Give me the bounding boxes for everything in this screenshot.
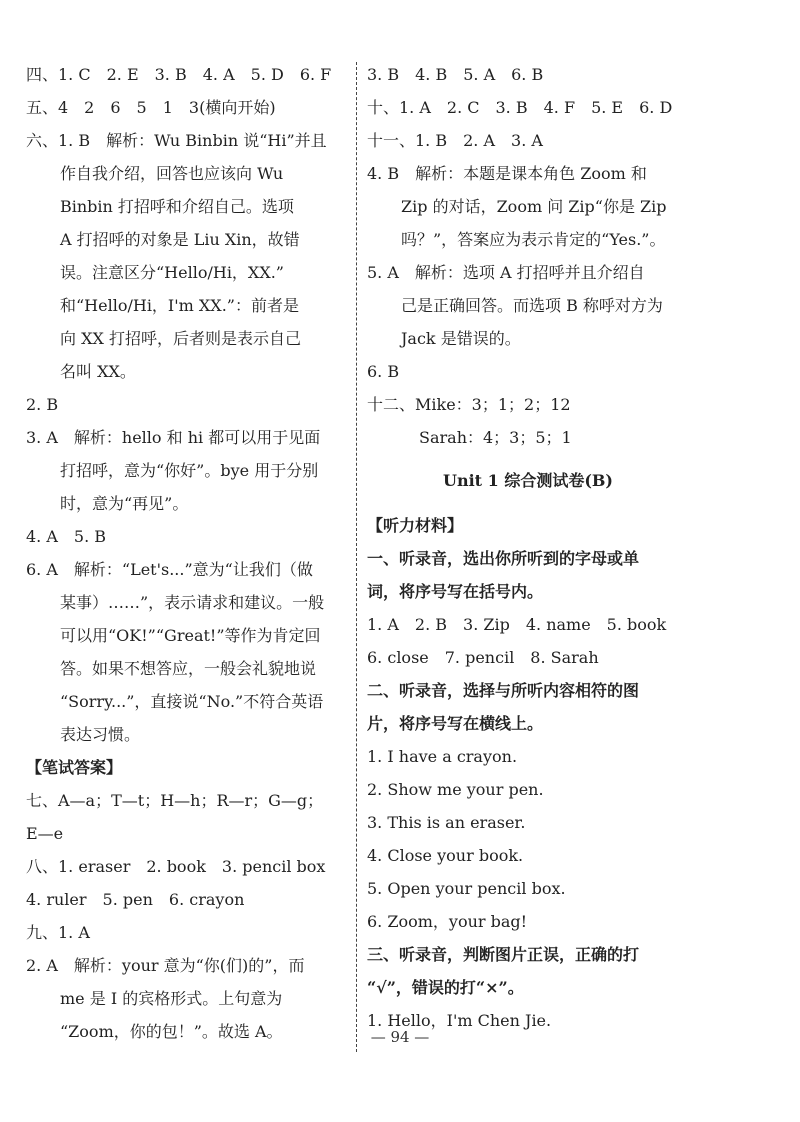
answer-line: 3. B 4. B 5. A 6. B <box>367 65 544 84</box>
answer-line: 误。注意区分“Hello/Hi，XX.” <box>60 263 284 282</box>
answer-line: 和“Hello/Hi，I'm XX.”：前者是 <box>60 296 299 315</box>
answer-line: 可以用“OK!”“Great!”等作为肯定回 <box>60 626 321 645</box>
question-heading: 三、听录音，判断图片正误，正确的打 <box>367 945 640 964</box>
answer-line: 向 XX 打招呼，后者则是表示自己 <box>60 329 301 348</box>
answer-line: 某事）……”，表示请求和建议。一般 <box>60 593 325 612</box>
answer-line: 1. A 2. B 3. Zip 4. name 5. book <box>367 615 667 634</box>
answer-line: 6. A 解析：“Let's...”意为“让我们（做 <box>26 560 313 579</box>
answer-line: 十一、1. B 2. A 3. A <box>367 131 543 150</box>
script-line: 4. Close your book. <box>367 846 524 865</box>
question-heading: “√”，错误的打“×”。 <box>367 978 524 997</box>
script-line: 3. This is an eraser. <box>367 813 526 832</box>
answer-line: 答。如果不想答应，一般会礼貌地说 <box>60 659 317 678</box>
answer-line: 打招呼，意为“你好”。bye 用于分别 <box>60 461 319 480</box>
answer-line: 十二、Mike：3；1；2；12 <box>367 395 571 414</box>
answer-line: 己是正确回答。而选项 B 称呼对方为 <box>401 296 663 315</box>
answer-line: 六、1. B 解析：Wu Binbin 说“Hi”并且 <box>26 131 327 150</box>
answer-line: 八、1. eraser 2. book 3. pencil box <box>26 857 326 876</box>
section-heading: 【笔试答案】 <box>26 758 123 777</box>
column-divider <box>356 62 357 1052</box>
script-line: 6. Zoom，your bag! <box>367 912 528 931</box>
answer-line: 表达习惯。 <box>60 725 141 744</box>
answer-line: 四、1. C 2. E 3. B 4. A 5. D 6. F <box>26 65 332 84</box>
page-number: — 94 — <box>370 1028 430 1046</box>
answer-line: E—e <box>26 824 64 843</box>
answer-line: Zip 的对话，Zoom 问 Zip“你是 Zip <box>401 197 667 216</box>
answer-line: 作自我介绍，回答也应该向 Wu <box>60 164 284 183</box>
answer-line: me 是 I 的宾格形式。上句意为 <box>60 989 283 1008</box>
script-line: 1. I have a crayon. <box>367 747 518 766</box>
answer-line: Sarah：4；3；5；1 <box>419 428 572 447</box>
answer-line: A 打招呼的对象是 Liu Xin，故错 <box>60 230 300 249</box>
answer-line: Binbin 打招呼和介绍自己。选项 <box>60 197 294 216</box>
answer-line: 名叫 XX。 <box>60 362 136 381</box>
answer-line: 2. B <box>26 395 59 414</box>
answer-line: 3. A 解析：hello 和 hi 都可以用于见面 <box>26 428 321 447</box>
question-heading: 片，将序号写在横线上。 <box>367 714 544 733</box>
answer-line: 九、1. A <box>26 923 90 942</box>
question-heading: 词，将序号写在括号内。 <box>367 582 544 601</box>
section-heading: 【听力材料】 <box>367 516 464 535</box>
script-line: 2. Show me your pen. <box>367 780 544 799</box>
answer-line: 七、A—a；T—t；H—h；R—r；G—g； <box>26 791 324 810</box>
right-column <box>367 58 689 1037</box>
answer-line: “Zoom，你的包！”。故选 A。 <box>60 1022 283 1041</box>
answer-line: 4. ruler 5. pen 6. crayon <box>26 890 245 909</box>
answer-line: 4. A 5. B <box>26 527 107 546</box>
answer-line: 4. B 解析：本题是课本角色 Zoom 和 <box>367 164 647 183</box>
answer-line: 6. B <box>367 362 400 381</box>
answer-line: 十、1. A 2. C 3. B 4. F 5. E 6. D <box>367 98 673 117</box>
question-heading: 一、听录音，选出你所听到的字母或单 <box>367 549 640 568</box>
unit-title: Unit 1 综合测试卷(B) <box>443 471 613 490</box>
answer-line: 5. A 解析：选项 A 打招呼并且介绍自 <box>367 263 645 282</box>
answer-line: Jack 是错误的。 <box>401 329 521 348</box>
answer-line: 时，意为“再见”。 <box>60 494 189 513</box>
answer-line: 吗？”，答案应为表示肯定的“Yes.”。 <box>401 230 666 249</box>
script-line: 1. Hello，I'm Chen Jie. <box>367 1011 552 1030</box>
answer-line: “Sorry...”，直接说“No.”不符合英语 <box>60 692 324 711</box>
answer-line: 五、4 2 6 5 1 3(横向开始) <box>26 98 276 117</box>
answer-line: 2. A 解析：your 意为“你(们)的”，而 <box>26 956 305 975</box>
left-column <box>26 58 348 1048</box>
answer-line: 6. close 7. pencil 8. Sarah <box>367 648 599 667</box>
question-heading: 二、听录音，选择与所听内容相符的图 <box>367 681 640 700</box>
script-line: 5. Open your pencil box. <box>367 879 566 898</box>
